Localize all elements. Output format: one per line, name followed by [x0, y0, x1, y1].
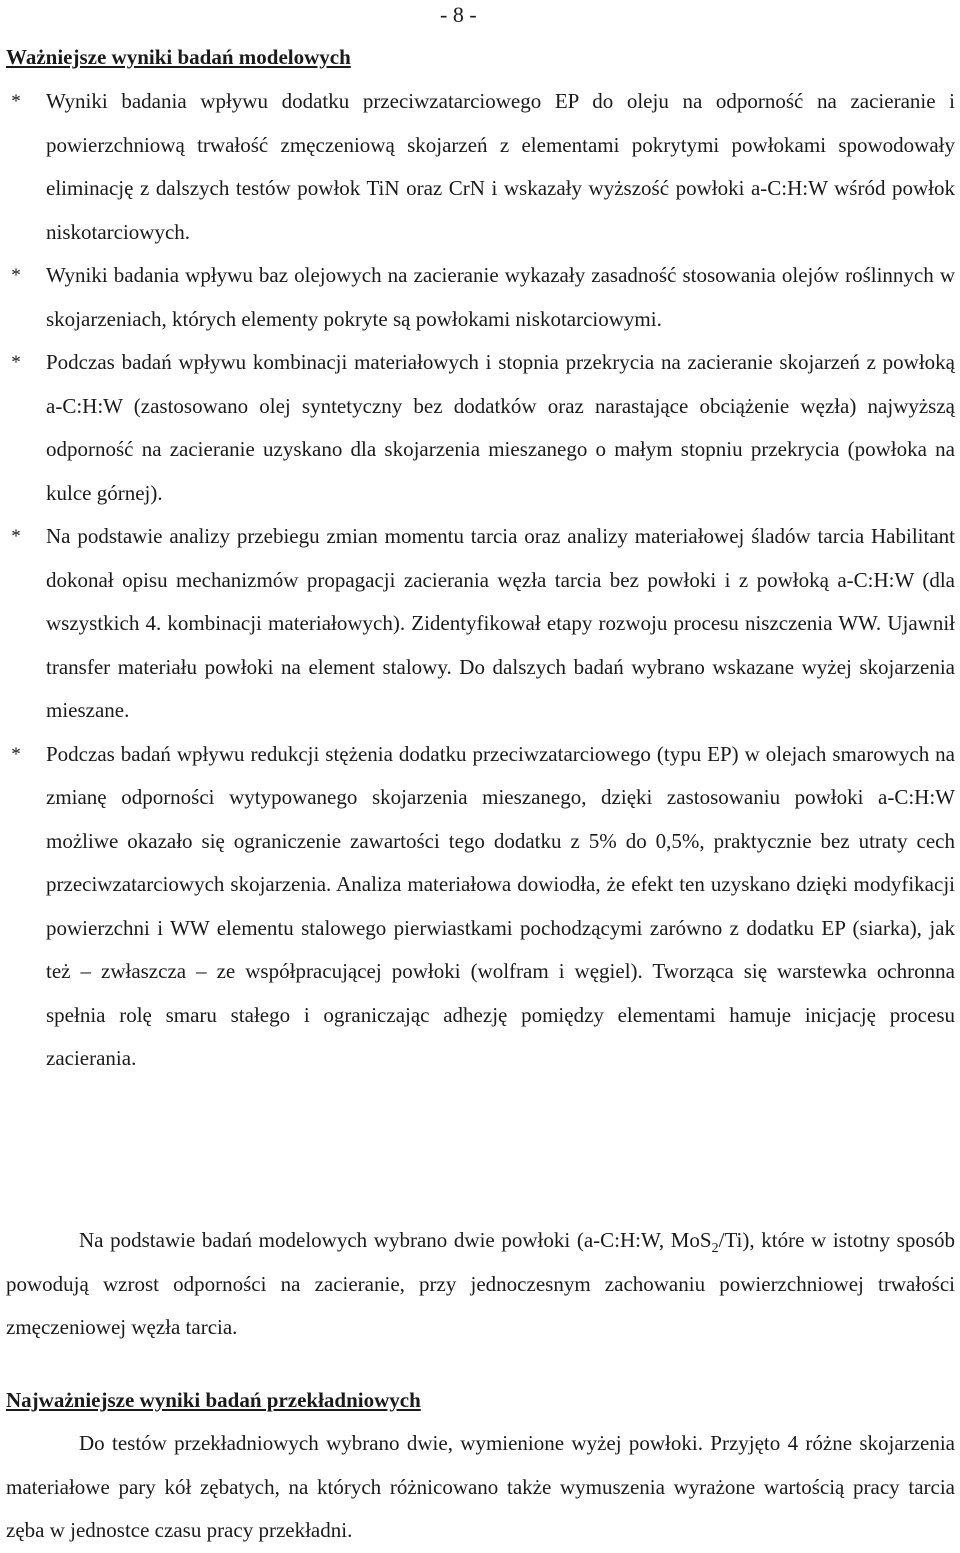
gear-paragraph: Do testów przekładniowych wybrano dwie, wymienione wyżej powłoki. Przyjęto 4 różne skojarzenia materiałowe pary kół zębatych, na których różnicowano także wymuszenia wyrażone wartością pracy tarcia zęba w jednostce czasu pracy przekładni. — [6, 1431, 955, 1542]
list-item — [0, 733, 960, 1081]
asterisk-bullet-icon: * — [11, 526, 21, 547]
list-item — [0, 515, 960, 733]
heading-gear-results: Najważniejsze wyniki badań przekładniowych — [6, 1388, 421, 1412]
asterisk-bullet-icon: * — [11, 91, 21, 112]
list-item-text: Na podstawie analizy przebiegu zmian momentu tarcia oraz analizy materiałowej śladów tarcia Habilitant dokonał opisu mechanizmów propagacji zacierania węzła tarcia bez powłoki i z powłoką a-C:H:W (dla wszystkich 4. kombinacji materiałowych). Zidentyfikował etapy rozwoju procesu niszczenia WW. Ujawnił transfer materiału powłoki na element stalowy. Do dalszych badań wybrano wskazane wyżej skojarzenia mieszane. — [46, 524, 955, 722]
list-item-text: Podczas badań wpływu redukcji stężenia dodatku przeciwzatarciowego (typu EP) w olejach smarowych na zmianę odporności wytypowanego skojarzenia mieszanego, dzięki zastosowaniu powłoki a-C:H:W możliwe okazało się ograniczenie zawartości tego dodatku z 5% do 0,5%, praktycznie bez utraty cech przeciwzatarciowych skojarzenia. Analiza materiałowa dowiodła, że efekt ten uzyskano dzięki modyfikacji powierzchni i WW elementu stalowego pierwiastkami pochodzącymi zarówno z dodatku EP (siarka), jak też – zwłaszcza – ze współpracującej powłoki (wolfram i węgiel). Tworząca się warstewka ochronna spełnia rolę smaru stałego i ograniczając adhezję pomiędzy elementami hamuje inicjację procesu zacierania. — [46, 741, 955, 1070]
list-item-text: Podczas badań wpływu kombinacji materiałowych i stopnia przekrycia na zacieranie skojarzeń z powłoką a-C:H:W (zastosowano olej syntetyczny bez dodatków oraz narastające obciążenie węzła) najwyższą odporność na zacieranie uzyskano dla skojarzenia mieszanego o małym stopniu przekrycia (powłoka na kulce górnej). — [46, 350, 955, 505]
list-item — [0, 341, 960, 515]
asterisk-bullet-icon: * — [11, 352, 21, 373]
page-number: - 8 - — [440, 2, 477, 27]
list-item-text: Wyniki badania wpływu dodatku przeciwzatarciowego EP do oleju na odporność na zacieranie i powierzchniową trwałość zmęczeniową skojarzeń z elementami pokrytymi powłokami spowodowały eliminację z dalszych testów powłok TiN oraz CrN i wskazały wyższość powłoki a-C:H:W wśród powłok niskotarciowych. — [46, 89, 955, 244]
list-item — [0, 80, 960, 254]
asterisk-bullet-icon: * — [11, 743, 21, 765]
summary-paragraph — [6, 1219, 955, 1350]
summary-text-end: /Ti), które w istotny sposób powodują wzrost odporności na zacieranie, przy jednoczesnym zachowaniu powierzchniowej trwałości zmęczeniowej węzła tarcia. — [6, 1228, 956, 1339]
list-item-text: Wyniki badania wpływu baz olejowych na zacieranie wykazały zasadność stosowania olejów roślinnych w skojarzeniach, których elementy pokryte są powłokami niskotarciowymi. — [46, 263, 955, 331]
asterisk-bullet-icon: * — [11, 265, 21, 286]
model-results-list — [0, 80, 960, 1081]
list-item — [0, 254, 960, 341]
subscript-two: 2 — [711, 1241, 719, 1257]
summary-text-start: Na podstawie badań modelowych wybrano dwie powłoki (a-C:H:W, MoS — [79, 1228, 712, 1252]
heading-model-results: Ważniejsze wyniki badań modelowych — [6, 45, 351, 69]
